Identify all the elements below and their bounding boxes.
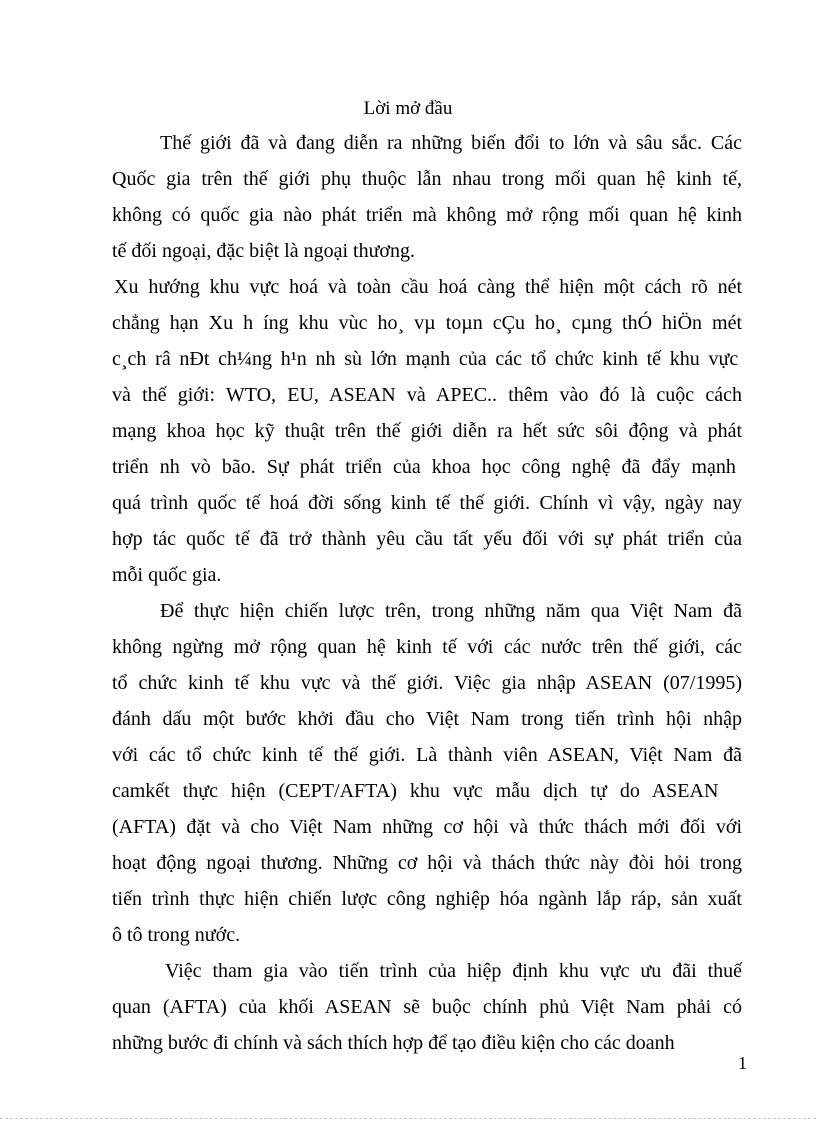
body-line: Để thực hiện chiến lược trên, trong những năm qua Việt Nam đã: [160, 600, 742, 622]
body-line: không ngừng mở rộng quan hệ kinh tế với các nước trên thế giới, các: [112, 636, 743, 658]
body-line: chẳng hạn Xu h íng khu vùc ho¸ vµ toµn cÇu ho¸ cµng thÓ hiÖn mét: [112, 312, 743, 334]
body-line: mỗi quốc gia.: [112, 564, 222, 586]
body-line: đánh dấu một bước khởi đầu cho Việt Nam trong tiến trình hội nhập: [112, 708, 743, 730]
body-line: không có quốc gia nào phát triển mà không mở rộng mối quan hệ kinh: [112, 204, 743, 226]
body-line: tiến trình thực hiện chiến lược công nghiệp hóa ngành lắp ráp, sản xuất: [112, 888, 742, 910]
body-line: Quốc gia trên thế giới phụ thuộc lẫn nhau trong mối quan hệ kinh tế,: [112, 168, 742, 190]
body-line: triển nh vò bão. Sự phát triển của khoa học công nghệ đã đẩy mạnh: [112, 456, 736, 478]
body-line: Xu hướng khu vực hoá và toàn cầu hoá càng thể hiện một cách rõ nét: [114, 276, 743, 298]
document-title: Lời mở đầu: [363, 98, 453, 119]
body-line: và thế giới: WTO, EU, ASEAN và APEC.. thêm vào đó là cuộc cách: [112, 384, 743, 406]
body-line: quá trình quốc tế hoá đời sống kinh tế thế giới. Chính vì vậy, ngày nay: [112, 492, 742, 514]
body-line: hợp tác quốc tế đã trở thành yêu cầu tất yếu đối với sự phát triển của: [112, 528, 743, 550]
body-line: quan (AFTA) của khối ASEAN sẽ buộc chính phủ Việt Nam phải có: [112, 996, 743, 1018]
page-number: 1: [738, 1053, 747, 1073]
body-line: (AFTA) đặt và cho Việt Nam những cơ hội và thức thách mới đối với: [112, 816, 743, 838]
body-line: mạng khoa học kỹ thuật trên thế giới diễn ra hết sức sôi động và phát: [112, 420, 743, 442]
body-line: hoạt động ngoại thương. Những cơ hội và thách thức này đòi hỏi trong: [112, 852, 743, 874]
body-line: Việc tham gia vào tiến trình của hiệp định khu vực ưu đãi thuế: [165, 960, 743, 982]
body-line: c¸ch râ nÐt ch¼ng h¹n nh sù lớn mạnh của các tổ chức kinh tế khu vực: [112, 348, 739, 370]
body-line: Thế giới đã và đang diễn ra những biến đổi to lớn và sâu sắc. Các: [160, 132, 742, 154]
body-line: với các tổ chức kinh tế thế giới. Là thành viên ASEAN, Việt Nam đã: [112, 744, 742, 766]
page-bottom-border: [0, 1118, 816, 1119]
body-line: camkết thực hiện (CEPT/AFTA) khu vực mẫu dịch tự do ASEAN: [112, 780, 719, 802]
body-line: những bước đi chính và sách thích hợp để tạo điều kiện cho các doanh: [112, 1032, 675, 1054]
body-line: tổ chức kinh tế khu vực và thế giới. Việc gia nhập ASEAN (07/1995): [112, 672, 743, 694]
body-line: ô tô trong nước.: [112, 924, 241, 946]
body-line: tế đối ngoại, đặc biệt là ngoại thương.: [112, 240, 416, 262]
